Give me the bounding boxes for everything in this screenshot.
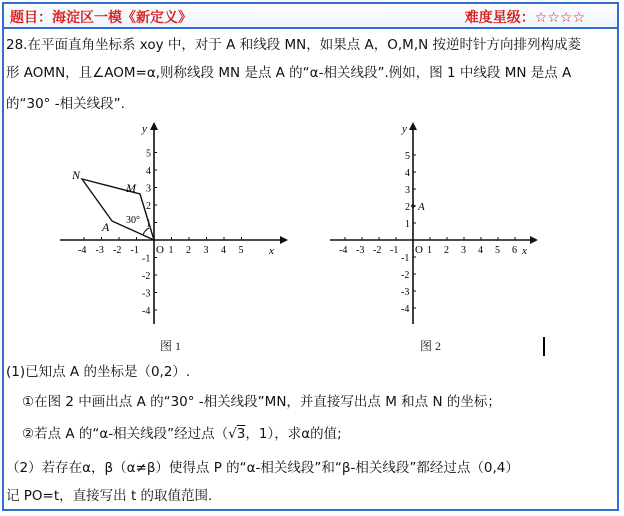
figure2-y-tick-label: 3 [405, 185, 410, 196]
figure1-y-tick-label: 3 [146, 183, 151, 195]
figure1-x-tick-label: -2 [113, 245, 122, 256]
fig1-y-arrow [150, 122, 158, 130]
figure1-x-tick-label: 3 [203, 245, 209, 256]
fig2-y-arrow [409, 122, 417, 130]
figure1-x-tick-label: -1 [130, 245, 139, 256]
fig1-origin-label: O [156, 244, 164, 256]
figure2-y-tick-label: -4 [401, 304, 410, 315]
fig2-x-arrow [530, 236, 538, 244]
figure2-y-tick-label: 5 [405, 151, 410, 162]
angle-label: 30° [126, 215, 140, 226]
point-N-label: N [72, 168, 81, 182]
fig1-x-arrow [280, 236, 288, 244]
figure2-y-tick-label: -1 [401, 253, 410, 264]
part1-question-2 [22, 425, 342, 443]
rhombus-AOMN [82, 179, 154, 240]
fig1-y-label: y [142, 123, 147, 135]
figure-2-svg [326, 118, 546, 332]
figure-1-caption: 图 1 [160, 339, 182, 353]
figure2-x-tick-label: -3 [356, 245, 365, 256]
fig2-point-A-dot [411, 204, 415, 208]
text-cursor [543, 337, 545, 356]
problem-title: 题目：海淀区一模《新定义》 [10, 10, 192, 26]
figure1-y-tick-label: -4 [142, 306, 151, 317]
part1-question-1: ①在图 2 中画出点 A 的“30° -相关线段”MN，并直接写出点 M 和点 N 的坐标； [22, 394, 501, 410]
part2-line-2: 记 PO=t，直接写出 t 的取值范围. [6, 488, 213, 504]
part1-q2-post: ，1），求α的值; [245, 426, 342, 442]
intro-line-3: 的“30° -相关线段”. [6, 96, 125, 112]
figure2-x-tick-label: 6 [512, 245, 517, 256]
figure1-y-tick-label: -2 [142, 271, 151, 282]
part1-q2-sqrt: 3 [236, 426, 246, 442]
figure2-x-tick-label: -4 [339, 245, 348, 256]
figure1-y-tick-label: -3 [142, 288, 151, 300]
figure1-x-tick-label: 5 [238, 245, 244, 256]
figure1-y-tick-label: 5 [146, 148, 151, 160]
figure1-y-tick-label: -1 [142, 253, 151, 265]
fig2-point-A-label: A [418, 201, 425, 213]
intro-line-2: 形 AOMN，且∠AOM=α,则称线段 MN 是点 A 的“α-相关线段”.例如，图 1 中线段 MN 是点 A [6, 65, 572, 81]
fig2-origin-label: O [415, 244, 423, 256]
figure2-y-tick-label: -2 [401, 270, 410, 281]
figure2-y-tick-label: 2 [405, 202, 410, 213]
figure1-x-tick-label: -3 [95, 245, 104, 256]
figure-1 [56, 118, 296, 332]
figure-2-caption: 图 2 [420, 339, 442, 353]
figure2-x-tick-label: 2 [444, 245, 449, 256]
point-A-label: A [102, 220, 110, 234]
figure1-x-tick-label: 2 [186, 245, 191, 256]
fig1-x-label: x [269, 245, 274, 257]
figure1-y-tick-label: 4 [146, 166, 151, 177]
part2-line-1: （2）若存在α，β（α≠β）使得点 P 的“α-相关线段”和“β-相关线段”都经过点（0,4） [6, 460, 519, 476]
part1-q2-pre: ②若点 A 的“α-相关线段”经过点（√ [22, 426, 237, 442]
figure-2 [326, 118, 546, 332]
figure1-x-tick-label: -4 [78, 245, 87, 256]
figure2-x-tick-label: -1 [390, 245, 399, 256]
header-bar [4, 4, 617, 29]
figure2-x-tick-label: 1 [427, 245, 432, 256]
difficulty-rating: 难度星级：☆☆☆☆ [464, 10, 585, 26]
figure2-y-tick-label: 1 [405, 219, 410, 230]
figure2-x-tick-label: 5 [495, 245, 500, 256]
fig2-y-label: y [402, 123, 407, 135]
figure1-y-tick-label: 2 [146, 201, 151, 212]
figure2-x-tick-label: 3 [461, 245, 466, 256]
figure1-x-tick-label: 1 [168, 245, 174, 256]
figure-1-svg [56, 118, 296, 332]
intro-line-1: 28.在平面直角坐标系 xoy 中，对于 A 和线段 MN，如果点 A，O,M,N 按逆时针方向排列构成菱 [6, 37, 582, 53]
figure2-x-tick-label: 4 [478, 245, 483, 256]
figure2-y-tick-label: -3 [401, 287, 410, 298]
part1-intro: (1)已知点 A 的坐标是（0,2）. [6, 364, 191, 380]
figure2-y-tick-label: 4 [405, 168, 410, 179]
figure2-x-tick-label: -2 [373, 245, 382, 256]
point-M-label: M [126, 181, 136, 195]
figure1-y-tick-label: 1 [146, 218, 151, 230]
figure1-x-tick-label: 4 [221, 245, 226, 256]
fig2-x-label: x [522, 245, 527, 257]
